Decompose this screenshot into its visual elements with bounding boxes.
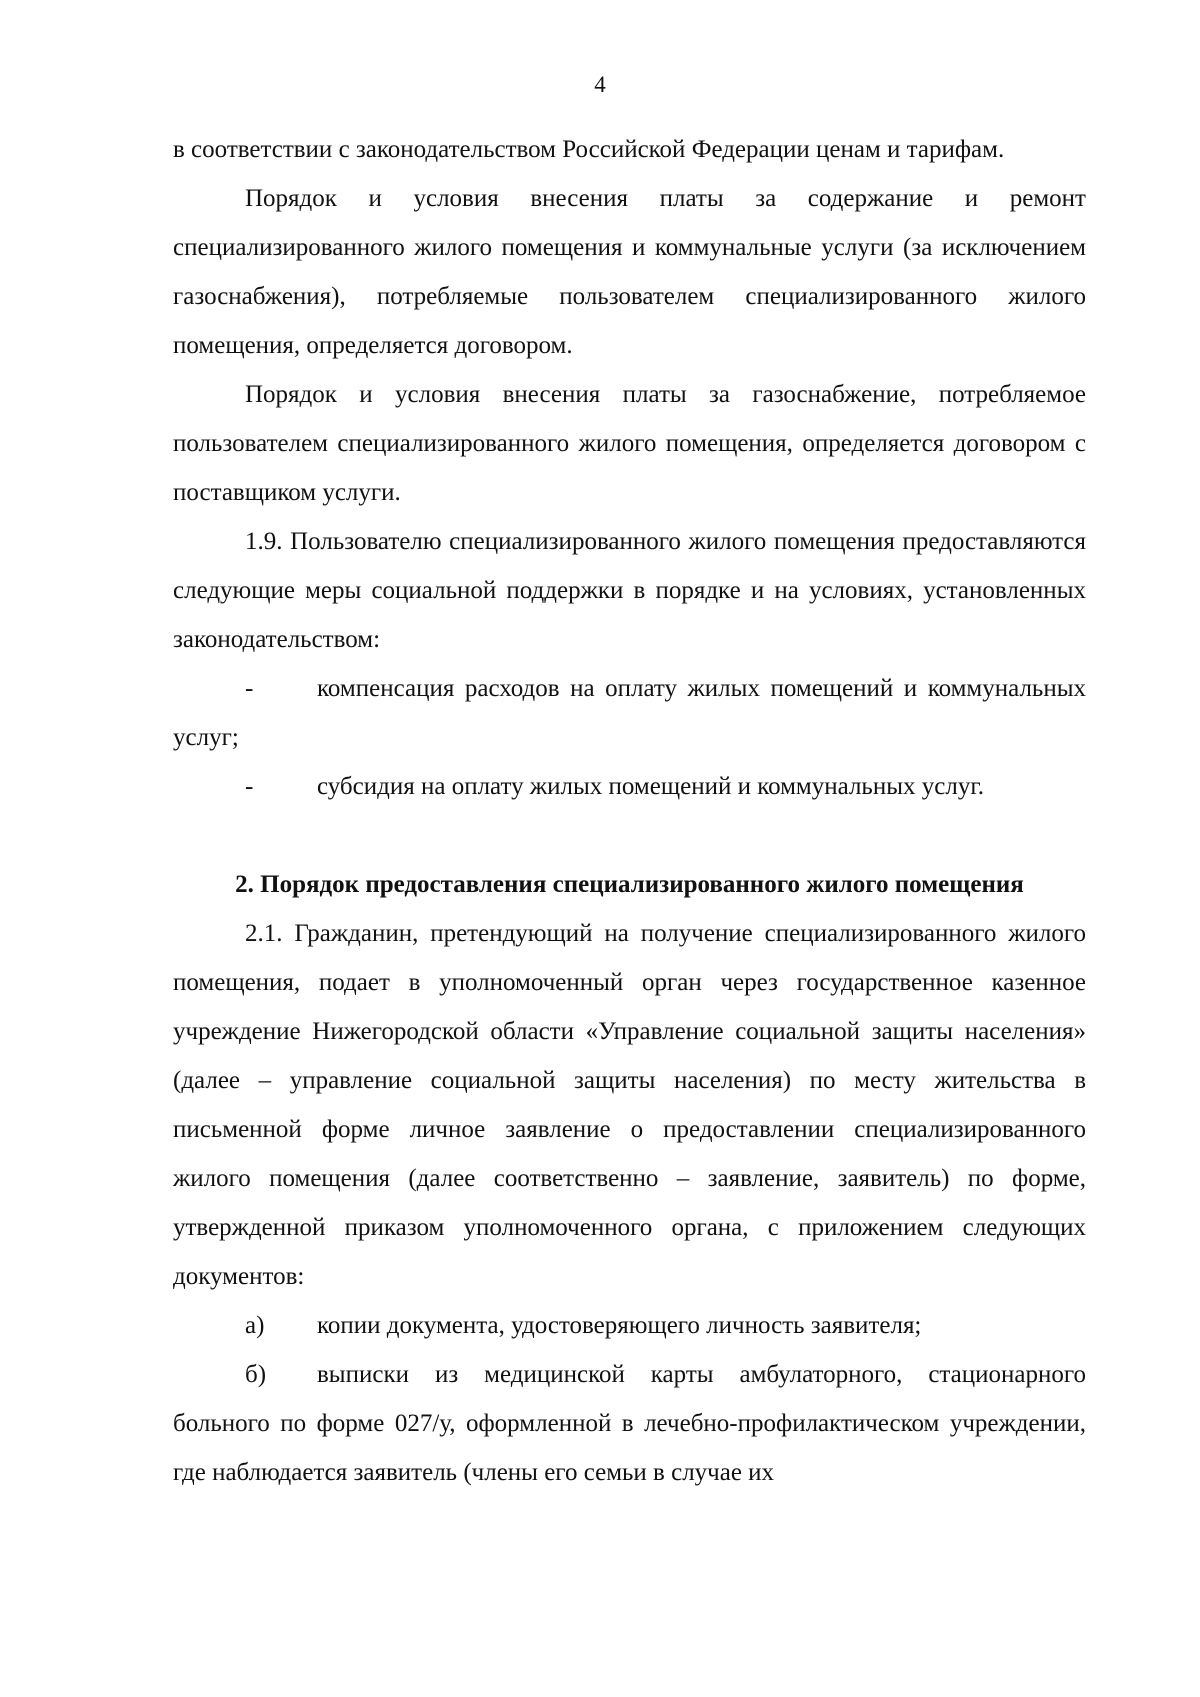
list-item-text: компенсация расходов на оплату жилых помещений и коммунальных услуг; [173, 675, 1086, 751]
paragraph-2-1: 2.1. Гражданин, претендующий на получение специализированного жилого помещения, подает в уполномоченный орган через государственное казенное учреждение Нижегородской области «Управление социальной защиты населения» (далее – управление социальной защиты населения) по месту жительства в письменной форме личное заявление о предоставлении специализированного жилого помещения (далее соответственно – заявление, заявитель) по форме, утвержденной приказом уполномоченного органа, с приложением следующих документов: [173, 920, 1086, 1290]
paragraph-payment-order: Порядок и условия внесения платы за содержание и ремонт специализированного жилого помещения и коммунальные услуги (за исключением газоснабжения), потребляемые пользователем специализированного жилого помещения, определяется договором. [173, 185, 1086, 359]
paragraph-tariffs: в соответствии с законодательством Российской Федерации ценам и тарифам. [173, 136, 1005, 163]
list-item-doc-a [173, 1301, 1086, 1350]
list-item-doc-b [173, 1350, 1086, 1497]
list-item-compensation [173, 664, 1086, 762]
list-marker: - [245, 675, 254, 702]
list-item-text: выписки из медицинской карты амбулаторного, стационарного больного по форме 027/у, оформленной в лечебно-профилактическом учреждении, где наблюдается заявитель (члены его семьи в случае их [173, 1361, 1086, 1486]
list-marker: а) [245, 1312, 265, 1339]
paragraph-gas-payment: Порядок и условия внесения платы за газоснабжение, потребляемое пользователем специализированного жилого помещения, определяется договором с поставщиком услуги. [173, 381, 1086, 506]
paragraph-1-9: 1.9. Пользователю специализированного жилого помещения предоставляются следующие меры социальной поддержки в порядке и на условиях, установленных законодательством: [173, 528, 1086, 653]
list-item-text: копии документа, удостоверяющего личность заявителя; [317, 1312, 922, 1339]
document-body [173, 125, 1086, 1497]
section-heading-2: 2. Порядок предоставления специализированного жилого помещения [235, 871, 1024, 898]
page-number: 4 [594, 72, 606, 97]
list-marker: - [245, 773, 254, 800]
list-item-subsidy [173, 762, 1086, 811]
list-marker: б) [245, 1361, 267, 1388]
list-item-text: субсидия на оплату жилых помещений и коммунальных услуг. [317, 773, 985, 800]
